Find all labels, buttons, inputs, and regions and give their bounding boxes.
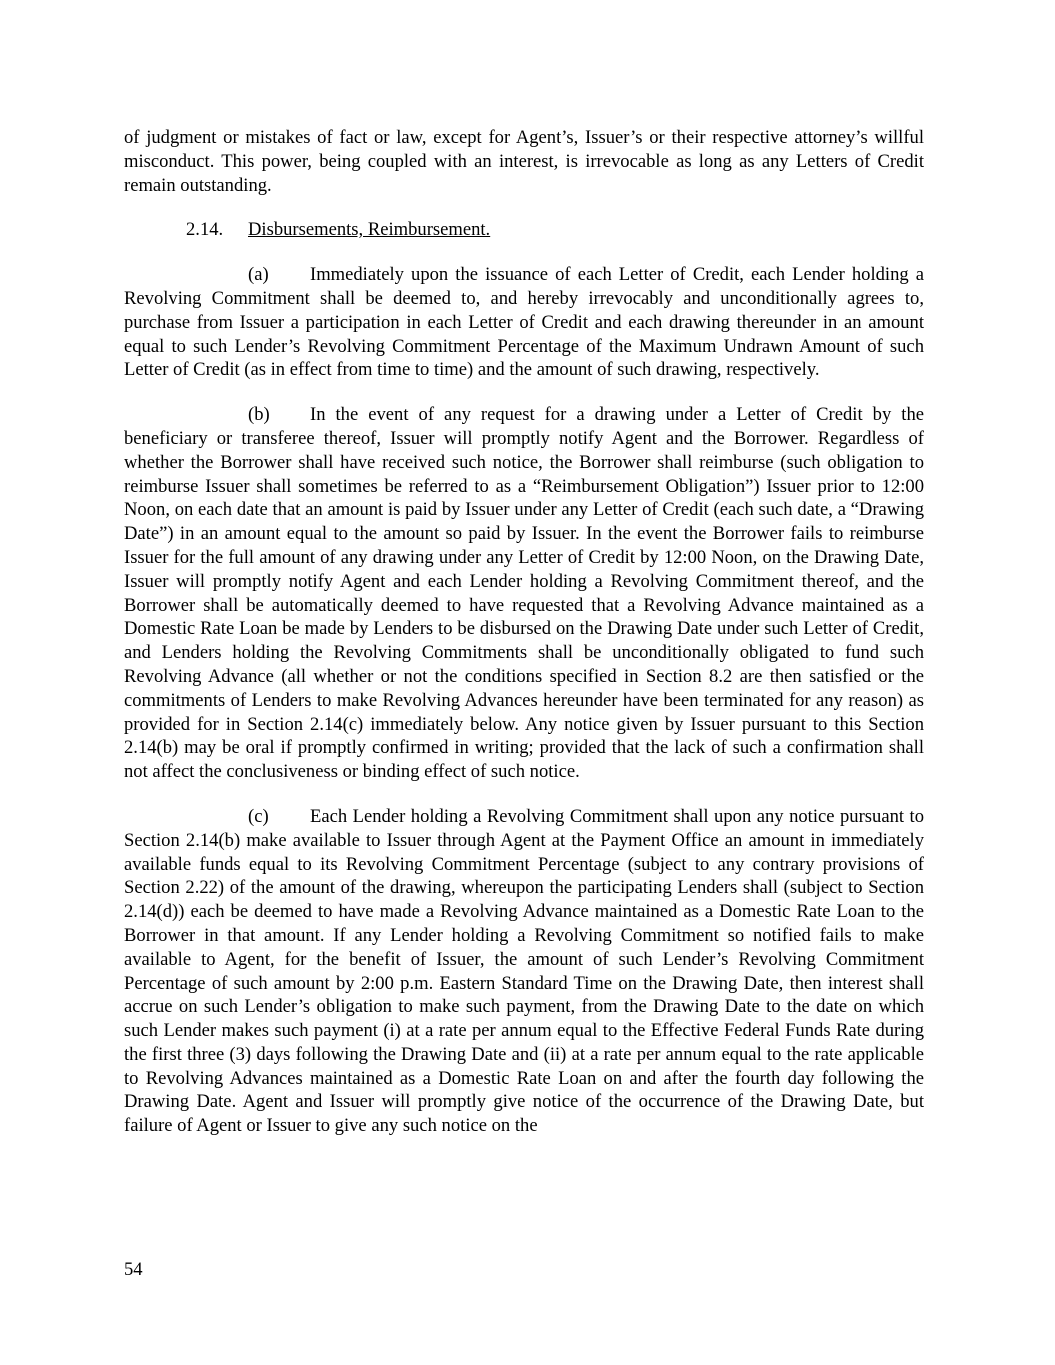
subsection-text: Each Lender holding a Revolving Commitment shall upon any notice pursuant to Section 2.14(b) make available to Issuer through Agent at the Payment Office an amount in immediately available funds equal to its Revolving Commitment Percentage (subject to any contrary provisions of Section 2.22) of the amount of the drawing, whereupon the participating Lenders shall (subject to Section 2.14(d)) each be deemed to have made a Revolving Advance maintained as a Domestic Rate Loan to the Borrower in that amount. If any Lender holding a Revolving Commitment so notified fails to make available to Agent, for the benefit of Issuer, the amount of such Lender’s Revolving Commitment Percentage of such amount by 2:00 p.m. Eastern Standard Time on the Drawing Date, then interest shall accrue on such Lender’s obligation to make such payment, from the Drawing Date to the date on which such Lender makes such payment (i) at a rate per annum equal to the Effective Federal Funds Rate during the first three (3) days following the Drawing Date and (ii) at a rate per annum equal to the rate applicable to Revolving Advances maintained as a Domestic Rate Loan on and after the fourth day following the Drawing Date. Agent and Issuer will promptly give notice of the occurrence of the Drawing Date, but failure of Agent or Issuer to give any such notice on the <box>124 805 924 1137</box>
intro-paragraph: of judgment or mistakes of fact or law, except for Agent’s, Issuer’s or their respective attorney’s willful misconduct. This power, being coupled with an interest, is irrevocable as long as any Letters of Credit remain outstanding. <box>124 127 924 196</box>
page-number: 54 <box>124 1259 143 1280</box>
section-number: 2.14. <box>186 219 224 241</box>
subsection-label: (a) <box>248 264 269 286</box>
subsection-text: Immediately upon the issuance of each Letter of Credit, each Lender holding a Revolving Commitment shall be deemed to, and hereby irrevocably and unconditionally agrees to, purchase from Issuer a participation in each Letter of Credit and each drawing thereunder in an amount equal to such Lender’s Revolving Commitment Percentage of the Maximum Undrawn Amount of such Letter of Credit (as in effect from time to time) and the amount of such drawing, respectively. <box>124 264 924 381</box>
subsection-label: (c) <box>248 805 269 827</box>
section-title: Disbursements, Reimbursement. <box>248 219 491 241</box>
subsection-text: In the event of any request for a drawing under a Letter of Credit by the beneficiary or transferee thereof, Issuer will promptly notify Agent and the Borrower. Regardless of whether the Borrower shall have received such notice, the Borrower shall reimburse (such obligation to reimburse Issuer shall sometimes be referred to as a “Reimbursement Obligation”) Issuer prior to 12:00 Noon, on each date that an amount is paid by Issuer under any Letter of Credit (each such date, a “Drawing Date”) in an amount equal to the amount so paid by Issuer. In the event the Borrower fails to reimburse Issuer for the full amount of any drawing under any Letter of Credit by 12:00 Noon, on the Drawing Date, Issuer will promptly notify Agent and each Lender holding a Revolving Commitment thereof, and the Borrower shall be automatically deemed to have requested that a Revolving Advance maintained as a Domestic Rate Loan be made by Lenders to be disbursed on the Drawing Date under such Letter of Credit, and Lenders holding the Revolving Commitments shall be unconditionally obligated to fund such Revolving Advance (all whether or not the conditions specified in Section 8.2 are then satisfied or the commitments of Lenders to make Revolving Advances hereunder have been terminated for any reason) as provided for in Section 2.14(c) immediately below. Any notice given by Issuer pursuant to this Section 2.14(b) may be oral if promptly confirmed in writing; provided that the lack of such a confirmation shall not affect the conclusiveness or binding effect of such notice. <box>124 404 924 783</box>
subsection-a <box>124 263 924 382</box>
subsection-b <box>124 403 924 784</box>
subsection-label: (b) <box>248 404 270 426</box>
section-heading <box>186 218 924 242</box>
subsection-c <box>124 805 924 1138</box>
document-page <box>124 126 924 1159</box>
